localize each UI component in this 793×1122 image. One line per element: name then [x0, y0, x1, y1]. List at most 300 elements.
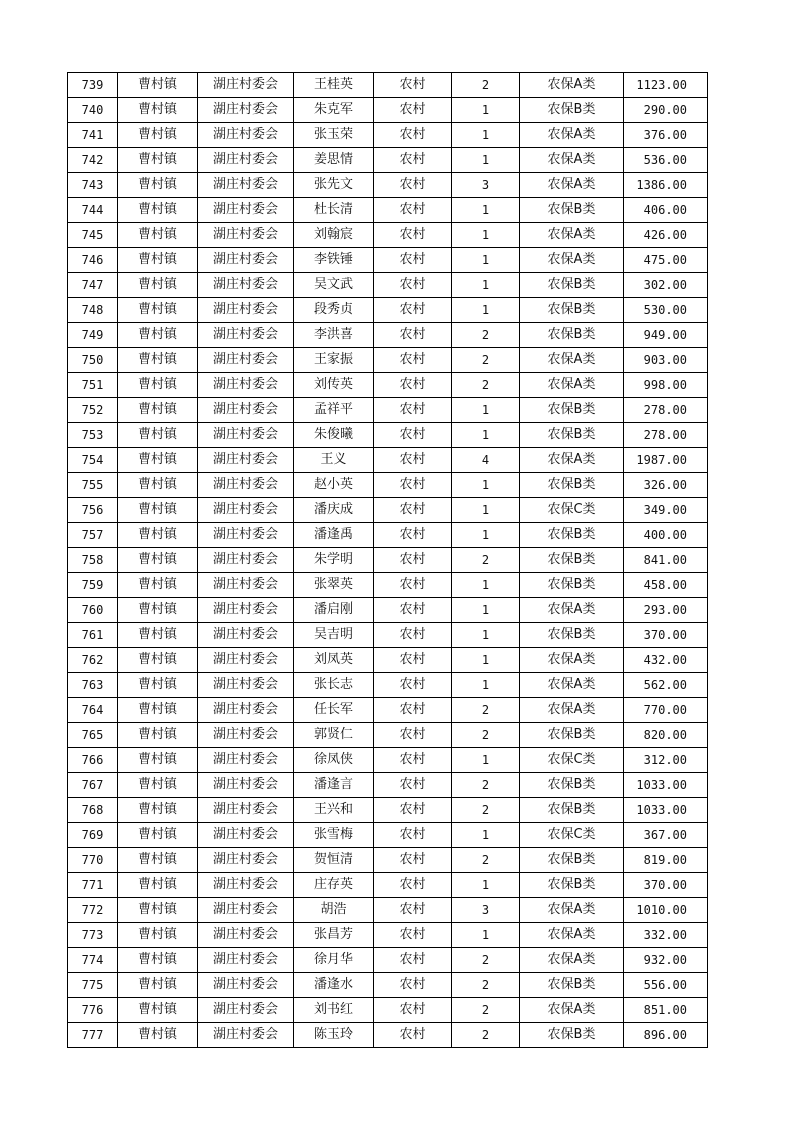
- row-number-cell: 744: [68, 198, 118, 223]
- town-cell: 曹村镇: [118, 798, 198, 823]
- village-committee-cell: 湖庄村委会: [198, 98, 294, 123]
- row-number-cell: 748: [68, 298, 118, 323]
- row-number-cell: 760: [68, 598, 118, 623]
- amount-cell: 556.00: [624, 973, 708, 998]
- amount-cell: 1123.00: [624, 73, 708, 98]
- row-number-cell: 774: [68, 948, 118, 973]
- name-cell: 陈玉玲: [294, 1023, 374, 1048]
- name-cell: 张雪梅: [294, 823, 374, 848]
- household-count-cell: 2: [452, 698, 520, 723]
- household-count-cell: 2: [452, 73, 520, 98]
- table-row: [68, 948, 708, 973]
- area-type-cell: 农村: [374, 898, 452, 923]
- row-number-cell: 764: [68, 698, 118, 723]
- table-row: [68, 98, 708, 123]
- household-count-cell: 2: [452, 948, 520, 973]
- name-cell: 姜思情: [294, 148, 374, 173]
- row-number-cell: 773: [68, 923, 118, 948]
- table-row: [68, 973, 708, 998]
- village-committee-cell: 湖庄村委会: [198, 373, 294, 398]
- name-cell: 潘逢禹: [294, 523, 374, 548]
- row-number-cell: 758: [68, 548, 118, 573]
- amount-cell: 400.00: [624, 523, 708, 548]
- town-cell: 曹村镇: [118, 298, 198, 323]
- name-cell: 张长志: [294, 673, 374, 698]
- table-row: [68, 748, 708, 773]
- row-number-cell: 741: [68, 123, 118, 148]
- amount-cell: 458.00: [624, 573, 708, 598]
- name-cell: 刘凤英: [294, 648, 374, 673]
- insurance-category-cell: 农保B类: [520, 723, 624, 748]
- table-row: [68, 148, 708, 173]
- name-cell: 杜长清: [294, 198, 374, 223]
- town-cell: 曹村镇: [118, 548, 198, 573]
- village-committee-cell: 湖庄村委会: [198, 398, 294, 423]
- insurance-category-cell: 农保C类: [520, 498, 624, 523]
- village-committee-cell: 湖庄村委会: [198, 248, 294, 273]
- row-number-cell: 777: [68, 1023, 118, 1048]
- amount-cell: 1386.00: [624, 173, 708, 198]
- household-count-cell: 1: [452, 823, 520, 848]
- amount-cell: 302.00: [624, 273, 708, 298]
- insurance-category-cell: 农保A类: [520, 73, 624, 98]
- table-row: [68, 998, 708, 1023]
- insurance-category-cell: 农保B类: [520, 573, 624, 598]
- town-cell: 曹村镇: [118, 223, 198, 248]
- row-number-cell: 772: [68, 898, 118, 923]
- insurance-category-cell: 农保A类: [520, 373, 624, 398]
- area-type-cell: 农村: [374, 248, 452, 273]
- village-committee-cell: 湖庄村委会: [198, 648, 294, 673]
- row-number-cell: 761: [68, 623, 118, 648]
- amount-cell: 770.00: [624, 698, 708, 723]
- amount-cell: 293.00: [624, 598, 708, 623]
- household-count-cell: 1: [452, 398, 520, 423]
- town-cell: 曹村镇: [118, 673, 198, 698]
- village-committee-cell: 湖庄村委会: [198, 73, 294, 98]
- town-cell: 曹村镇: [118, 98, 198, 123]
- table-row: [68, 348, 708, 373]
- name-cell: 潘逢水: [294, 973, 374, 998]
- insurance-category-cell: 农保A类: [520, 173, 624, 198]
- insurance-category-cell: 农保B类: [520, 798, 624, 823]
- table-row: [68, 1023, 708, 1048]
- amount-cell: 326.00: [624, 473, 708, 498]
- household-count-cell: 2: [452, 1023, 520, 1048]
- amount-cell: 376.00: [624, 123, 708, 148]
- household-count-cell: 1: [452, 748, 520, 773]
- row-number-cell: 757: [68, 523, 118, 548]
- area-type-cell: 农村: [374, 623, 452, 648]
- amount-cell: 949.00: [624, 323, 708, 348]
- amount-cell: 370.00: [624, 623, 708, 648]
- village-committee-cell: 湖庄村委会: [198, 748, 294, 773]
- table-row: [68, 398, 708, 423]
- insurance-category-cell: 农保A类: [520, 148, 624, 173]
- town-cell: 曹村镇: [118, 898, 198, 923]
- amount-cell: 1987.00: [624, 448, 708, 473]
- name-cell: 刘传英: [294, 373, 374, 398]
- row-number-cell: 766: [68, 748, 118, 773]
- household-count-cell: 1: [452, 498, 520, 523]
- household-count-cell: 2: [452, 848, 520, 873]
- household-count-cell: 1: [452, 123, 520, 148]
- area-type-cell: 农村: [374, 548, 452, 573]
- amount-cell: 562.00: [624, 673, 708, 698]
- amount-cell: 332.00: [624, 923, 708, 948]
- area-type-cell: 农村: [374, 148, 452, 173]
- amount-cell: 851.00: [624, 998, 708, 1023]
- amount-cell: 290.00: [624, 98, 708, 123]
- village-committee-cell: 湖庄村委会: [198, 973, 294, 998]
- village-committee-cell: 湖庄村委会: [198, 173, 294, 198]
- name-cell: 潘逢言: [294, 773, 374, 798]
- name-cell: 赵小英: [294, 473, 374, 498]
- amount-cell: 370.00: [624, 873, 708, 898]
- table-row: [68, 473, 708, 498]
- table-row: [68, 248, 708, 273]
- table-row: [68, 323, 708, 348]
- table-row: [68, 873, 708, 898]
- row-number-cell: 769: [68, 823, 118, 848]
- table-row: [68, 648, 708, 673]
- name-cell: 刘翰宸: [294, 223, 374, 248]
- household-count-cell: 3: [452, 898, 520, 923]
- table-row: [68, 773, 708, 798]
- insurance-category-cell: 农保A类: [520, 248, 624, 273]
- household-count-cell: 3: [452, 173, 520, 198]
- area-type-cell: 农村: [374, 748, 452, 773]
- data-table: [67, 72, 708, 1048]
- name-cell: 李铁锤: [294, 248, 374, 273]
- village-committee-cell: 湖庄村委会: [198, 698, 294, 723]
- village-committee-cell: 湖庄村委会: [198, 1023, 294, 1048]
- household-count-cell: 1: [452, 198, 520, 223]
- village-committee-cell: 湖庄村委会: [198, 773, 294, 798]
- name-cell: 庄存英: [294, 873, 374, 898]
- name-cell: 王兴和: [294, 798, 374, 823]
- town-cell: 曹村镇: [118, 773, 198, 798]
- household-count-cell: 1: [452, 523, 520, 548]
- insurance-category-cell: 农保B类: [520, 873, 624, 898]
- insurance-category-cell: 农保B类: [520, 198, 624, 223]
- insurance-category-cell: 农保A类: [520, 998, 624, 1023]
- row-number-cell: 752: [68, 398, 118, 423]
- area-type-cell: 农村: [374, 598, 452, 623]
- village-committee-cell: 湖庄村委会: [198, 898, 294, 923]
- amount-cell: 426.00: [624, 223, 708, 248]
- name-cell: 李洪喜: [294, 323, 374, 348]
- insurance-category-cell: 农保B类: [520, 398, 624, 423]
- town-cell: 曹村镇: [118, 373, 198, 398]
- amount-cell: 896.00: [624, 1023, 708, 1048]
- table-row: [68, 898, 708, 923]
- village-committee-cell: 湖庄村委会: [198, 198, 294, 223]
- name-cell: 孟祥平: [294, 398, 374, 423]
- town-cell: 曹村镇: [118, 623, 198, 648]
- area-type-cell: 农村: [374, 373, 452, 398]
- name-cell: 潘庆成: [294, 498, 374, 523]
- town-cell: 曹村镇: [118, 948, 198, 973]
- household-count-cell: 1: [452, 148, 520, 173]
- row-number-cell: 767: [68, 773, 118, 798]
- area-type-cell: 农村: [374, 273, 452, 298]
- name-cell: 朱克军: [294, 98, 374, 123]
- village-committee-cell: 湖庄村委会: [198, 448, 294, 473]
- insurance-category-cell: 农保B类: [520, 423, 624, 448]
- town-cell: 曹村镇: [118, 598, 198, 623]
- village-committee-cell: 湖庄村委会: [198, 598, 294, 623]
- name-cell: 刘书红: [294, 998, 374, 1023]
- name-cell: 吴吉明: [294, 623, 374, 648]
- row-number-cell: 747: [68, 273, 118, 298]
- area-type-cell: 农村: [374, 448, 452, 473]
- amount-cell: 367.00: [624, 823, 708, 848]
- insurance-category-cell: 农保B类: [520, 273, 624, 298]
- area-type-cell: 农村: [374, 123, 452, 148]
- household-count-cell: 1: [452, 248, 520, 273]
- household-count-cell: 1: [452, 273, 520, 298]
- town-cell: 曹村镇: [118, 473, 198, 498]
- name-cell: 王家振: [294, 348, 374, 373]
- row-number-cell: 759: [68, 573, 118, 598]
- table-row: [68, 598, 708, 623]
- table-row: [68, 548, 708, 573]
- town-cell: 曹村镇: [118, 748, 198, 773]
- insurance-category-cell: 农保C类: [520, 748, 624, 773]
- household-count-cell: 2: [452, 798, 520, 823]
- village-committee-cell: 湖庄村委会: [198, 523, 294, 548]
- area-type-cell: 农村: [374, 998, 452, 1023]
- village-committee-cell: 湖庄村委会: [198, 873, 294, 898]
- row-number-cell: 762: [68, 648, 118, 673]
- village-committee-cell: 湖庄村委会: [198, 848, 294, 873]
- village-committee-cell: 湖庄村委会: [198, 948, 294, 973]
- town-cell: 曹村镇: [118, 723, 198, 748]
- amount-cell: 841.00: [624, 548, 708, 573]
- area-type-cell: 农村: [374, 348, 452, 373]
- amount-cell: 820.00: [624, 723, 708, 748]
- household-count-cell: 1: [452, 598, 520, 623]
- insurance-category-cell: 农保B类: [520, 1023, 624, 1048]
- name-cell: 郭贤仁: [294, 723, 374, 748]
- area-type-cell: 农村: [374, 698, 452, 723]
- area-type-cell: 农村: [374, 298, 452, 323]
- amount-cell: 278.00: [624, 398, 708, 423]
- row-number-cell: 739: [68, 73, 118, 98]
- insurance-category-cell: 农保C类: [520, 823, 624, 848]
- area-type-cell: 农村: [374, 848, 452, 873]
- area-type-cell: 农村: [374, 423, 452, 448]
- town-cell: 曹村镇: [118, 573, 198, 598]
- name-cell: 朱学明: [294, 548, 374, 573]
- name-cell: 潘启刚: [294, 598, 374, 623]
- village-committee-cell: 湖庄村委会: [198, 148, 294, 173]
- amount-cell: 432.00: [624, 648, 708, 673]
- amount-cell: 312.00: [624, 748, 708, 773]
- row-number-cell: 740: [68, 98, 118, 123]
- insurance-category-cell: 农保A类: [520, 923, 624, 948]
- household-count-cell: 2: [452, 373, 520, 398]
- town-cell: 曹村镇: [118, 448, 198, 473]
- amount-cell: 1033.00: [624, 798, 708, 823]
- village-committee-cell: 湖庄村委会: [198, 923, 294, 948]
- town-cell: 曹村镇: [118, 273, 198, 298]
- village-committee-cell: 湖庄村委会: [198, 348, 294, 373]
- area-type-cell: 农村: [374, 773, 452, 798]
- village-committee-cell: 湖庄村委会: [198, 573, 294, 598]
- table-row: [68, 298, 708, 323]
- table-row: [68, 273, 708, 298]
- village-committee-cell: 湖庄村委会: [198, 423, 294, 448]
- area-type-cell: 农村: [374, 523, 452, 548]
- row-number-cell: 743: [68, 173, 118, 198]
- area-type-cell: 农村: [374, 223, 452, 248]
- household-count-cell: 2: [452, 548, 520, 573]
- area-type-cell: 农村: [374, 473, 452, 498]
- insurance-category-cell: 农保A类: [520, 898, 624, 923]
- table-row: [68, 373, 708, 398]
- name-cell: 朱俊曦: [294, 423, 374, 448]
- area-type-cell: 农村: [374, 1023, 452, 1048]
- name-cell: 王桂英: [294, 73, 374, 98]
- village-committee-cell: 湖庄村委会: [198, 723, 294, 748]
- town-cell: 曹村镇: [118, 423, 198, 448]
- row-number-cell: 756: [68, 498, 118, 523]
- village-committee-cell: 湖庄村委会: [198, 998, 294, 1023]
- insurance-category-cell: 农保A类: [520, 673, 624, 698]
- amount-cell: 819.00: [624, 848, 708, 873]
- amount-cell: 998.00: [624, 373, 708, 398]
- amount-cell: 475.00: [624, 248, 708, 273]
- household-count-cell: 1: [452, 923, 520, 948]
- household-count-cell: 1: [452, 623, 520, 648]
- town-cell: 曹村镇: [118, 73, 198, 98]
- amount-cell: 349.00: [624, 498, 708, 523]
- village-committee-cell: 湖庄村委会: [198, 123, 294, 148]
- table-row: [68, 73, 708, 98]
- village-committee-cell: 湖庄村委会: [198, 823, 294, 848]
- area-type-cell: 农村: [374, 173, 452, 198]
- row-number-cell: 775: [68, 973, 118, 998]
- insurance-category-cell: 农保A类: [520, 948, 624, 973]
- table-row: [68, 523, 708, 548]
- row-number-cell: 763: [68, 673, 118, 698]
- insurance-category-cell: 农保B类: [520, 298, 624, 323]
- area-type-cell: 农村: [374, 198, 452, 223]
- insurance-category-cell: 农保B类: [520, 323, 624, 348]
- insurance-category-cell: 农保B类: [520, 473, 624, 498]
- name-cell: 张先文: [294, 173, 374, 198]
- table-row: [68, 798, 708, 823]
- amount-cell: 1010.00: [624, 898, 708, 923]
- name-cell: 王义: [294, 448, 374, 473]
- household-count-cell: 1: [452, 298, 520, 323]
- area-type-cell: 农村: [374, 948, 452, 973]
- town-cell: 曹村镇: [118, 323, 198, 348]
- insurance-category-cell: 农保B类: [520, 973, 624, 998]
- table-row: [68, 573, 708, 598]
- area-type-cell: 农村: [374, 98, 452, 123]
- row-number-cell: 770: [68, 848, 118, 873]
- area-type-cell: 农村: [374, 798, 452, 823]
- insurance-category-cell: 农保A类: [520, 698, 624, 723]
- town-cell: 曹村镇: [118, 173, 198, 198]
- insurance-category-cell: 农保A类: [520, 648, 624, 673]
- insurance-category-cell: 农保B类: [520, 523, 624, 548]
- area-type-cell: 农村: [374, 673, 452, 698]
- row-number-cell: 749: [68, 323, 118, 348]
- insurance-category-cell: 农保B类: [520, 623, 624, 648]
- town-cell: 曹村镇: [118, 973, 198, 998]
- insurance-category-cell: 农保B类: [520, 548, 624, 573]
- table-row: [68, 723, 708, 748]
- town-cell: 曹村镇: [118, 498, 198, 523]
- insurance-category-cell: 农保A类: [520, 598, 624, 623]
- insurance-category-cell: 农保A类: [520, 448, 624, 473]
- area-type-cell: 农村: [374, 573, 452, 598]
- town-cell: 曹村镇: [118, 923, 198, 948]
- name-cell: 吴文武: [294, 273, 374, 298]
- town-cell: 曹村镇: [118, 873, 198, 898]
- name-cell: 任长军: [294, 698, 374, 723]
- town-cell: 曹村镇: [118, 1023, 198, 1048]
- household-count-cell: 1: [452, 873, 520, 898]
- household-count-cell: 1: [452, 98, 520, 123]
- town-cell: 曹村镇: [118, 348, 198, 373]
- town-cell: 曹村镇: [118, 123, 198, 148]
- row-number-cell: 765: [68, 723, 118, 748]
- name-cell: 徐月华: [294, 948, 374, 973]
- village-committee-cell: 湖庄村委会: [198, 798, 294, 823]
- row-number-cell: 746: [68, 248, 118, 273]
- household-count-cell: 1: [452, 473, 520, 498]
- area-type-cell: 农村: [374, 723, 452, 748]
- row-number-cell: 742: [68, 148, 118, 173]
- insurance-category-cell: 农保A类: [520, 348, 624, 373]
- town-cell: 曹村镇: [118, 648, 198, 673]
- amount-cell: 406.00: [624, 198, 708, 223]
- amount-cell: 530.00: [624, 298, 708, 323]
- table-row: [68, 173, 708, 198]
- table-row: [68, 848, 708, 873]
- name-cell: 贺恒清: [294, 848, 374, 873]
- village-committee-cell: 湖庄村委会: [198, 498, 294, 523]
- household-count-cell: 2: [452, 323, 520, 348]
- amount-cell: 536.00: [624, 148, 708, 173]
- village-committee-cell: 湖庄村委会: [198, 273, 294, 298]
- amount-cell: 278.00: [624, 423, 708, 448]
- household-count-cell: 1: [452, 573, 520, 598]
- table-row: [68, 198, 708, 223]
- area-type-cell: 农村: [374, 323, 452, 348]
- household-count-cell: 2: [452, 723, 520, 748]
- insurance-category-cell: 农保A类: [520, 223, 624, 248]
- amount-cell: 903.00: [624, 348, 708, 373]
- amount-cell: 1033.00: [624, 773, 708, 798]
- village-committee-cell: 湖庄村委会: [198, 473, 294, 498]
- insurance-category-cell: 农保B类: [520, 773, 624, 798]
- town-cell: 曹村镇: [118, 698, 198, 723]
- table-row: [68, 423, 708, 448]
- area-type-cell: 农村: [374, 823, 452, 848]
- village-committee-cell: 湖庄村委会: [198, 548, 294, 573]
- row-number-cell: 776: [68, 998, 118, 1023]
- row-number-cell: 745: [68, 223, 118, 248]
- table-body: [68, 73, 708, 1048]
- insurance-category-cell: 农保B类: [520, 848, 624, 873]
- insurance-category-cell: 农保A类: [520, 123, 624, 148]
